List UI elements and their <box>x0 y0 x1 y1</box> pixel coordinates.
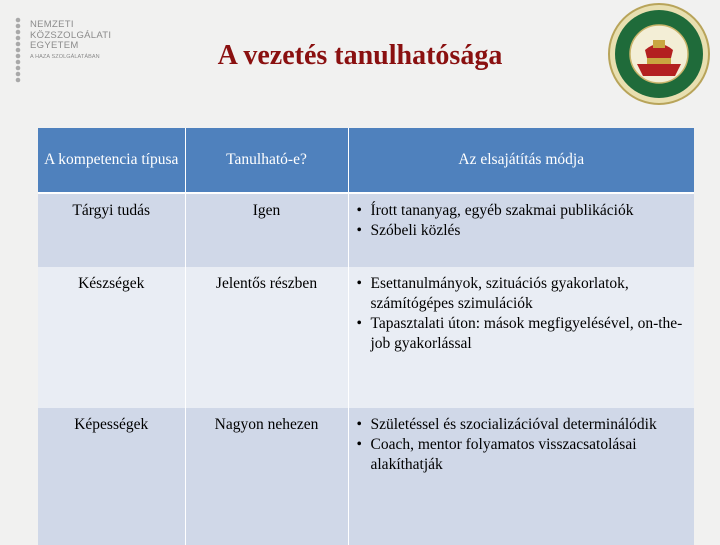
method-item: • Szóbeli közlés <box>353 221 694 241</box>
methods-cell <box>348 408 694 545</box>
table-header-row <box>38 128 694 193</box>
learnability-table <box>38 128 694 545</box>
table-row <box>38 267 694 408</box>
table-row <box>38 193 694 267</box>
method-item: • Írott tananyag, egyéb szakmai publikációk <box>353 201 694 221</box>
header-competency-type: A kompetencia típusa <box>38 128 185 193</box>
methods-cell <box>348 267 694 408</box>
competency-type-cell: Készségek <box>38 267 185 408</box>
table-row <box>38 408 694 545</box>
method-item: • Coach, mentor folyamatos visszacsatolásai alakíthatják <box>353 435 694 475</box>
method-item: • Tapasztalati úton: mások megfigyelésével, on-the-job gyakorlással <box>353 314 694 354</box>
learnable-cell: Igen <box>185 193 348 267</box>
learnable-cell: Nagyon nehezen <box>185 408 348 545</box>
logo-line-2: KÖZSZOLGÁLATI <box>30 29 112 41</box>
logo-line-4: A HAZA SZOLGÁLATÁBAN <box>30 53 100 60</box>
header-learnable: Tanulható-e? <box>185 128 348 193</box>
header-acquisition-method: Az elsajátítás módja <box>348 128 694 193</box>
logo-line-3: EGYETEM <box>30 40 79 51</box>
logo-line-1: NEMZETI <box>30 19 74 30</box>
method-item: • Születéssel és szocializációval determinálódik <box>353 415 694 435</box>
methods-cell <box>348 193 694 267</box>
competency-type-cell: Képességek <box>38 408 185 545</box>
competency-type-cell: Tárgyi tudás <box>38 193 185 267</box>
learnable-cell: Jelentős részben <box>185 267 348 408</box>
method-item: • Esettanulmányok, szituációs gyakorlatok, számítógépes szimulációk <box>353 274 694 314</box>
page-title: A vezetés tanulhatósága <box>217 40 503 71</box>
